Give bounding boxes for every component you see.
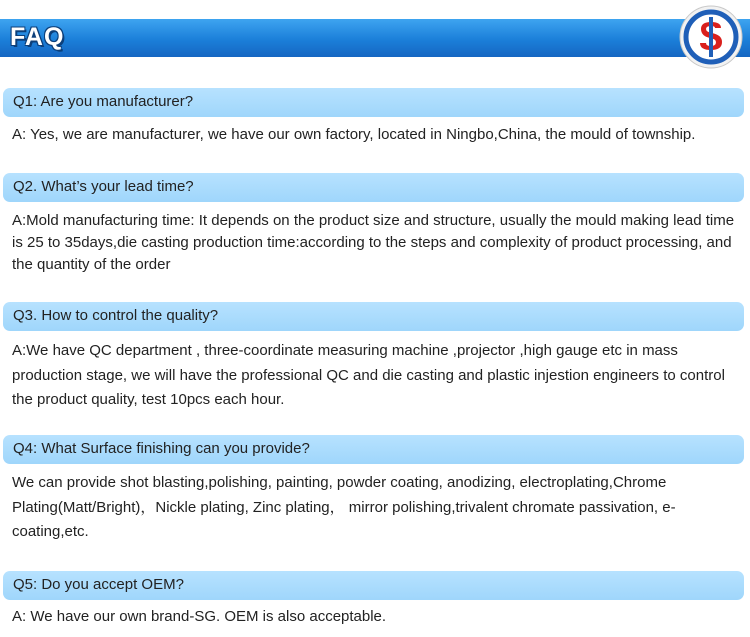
- question-bar-q2: [3, 173, 744, 202]
- question-text: Q1: Are you manufacturer?: [13, 93, 194, 110]
- question-bar-q4: [3, 435, 744, 464]
- answer-text: We can provide shot blasting,polishing, painting, powder coating, anodizing, electroplating,Chrome Plating(Matt/Bright)，Nickle plating, Zinc plating， mirror polishing,trivalent chromate passivation, e-coating,etc.: [12, 474, 676, 540]
- question-bar-q3: [3, 302, 744, 331]
- question-text: Q5: Do you accept OEM?: [13, 576, 184, 593]
- question-text: Q4: What Surface finishing can you provide?: [13, 440, 310, 457]
- answer-text: A: We have our own brand-SG. OEM is also acceptable.: [12, 608, 387, 625]
- question-text: Q3. How to control the quality?: [13, 307, 219, 324]
- question-bar-q5: [3, 571, 744, 600]
- brand-logo-icon: [679, 5, 743, 69]
- answer-text: A:We have QC department , three-coordinate measuring machine ,projector ,high gauge etc in mass production stage, we will have the professional QC and die casting and plastic injestion engineers to control the product quality, test 10pcs each hour.: [12, 342, 725, 408]
- faq-banner: [0, 19, 750, 57]
- answer-text: A: Yes, we are manufacturer, we have our own factory, located in Ningbo,China, the mould of township.: [12, 126, 696, 143]
- page-title: FAQ: [10, 23, 65, 51]
- question-text: Q2. What’s your lead time?: [13, 178, 194, 195]
- question-bar-q1: [3, 88, 744, 117]
- answer-text: A:Mold manufacturing time: It depends on the product size and structure, usually the mould making lead time is 25 to 35days,die casting production time:according to the steps and complexity of product processing, and the quantity of the order: [12, 212, 735, 273]
